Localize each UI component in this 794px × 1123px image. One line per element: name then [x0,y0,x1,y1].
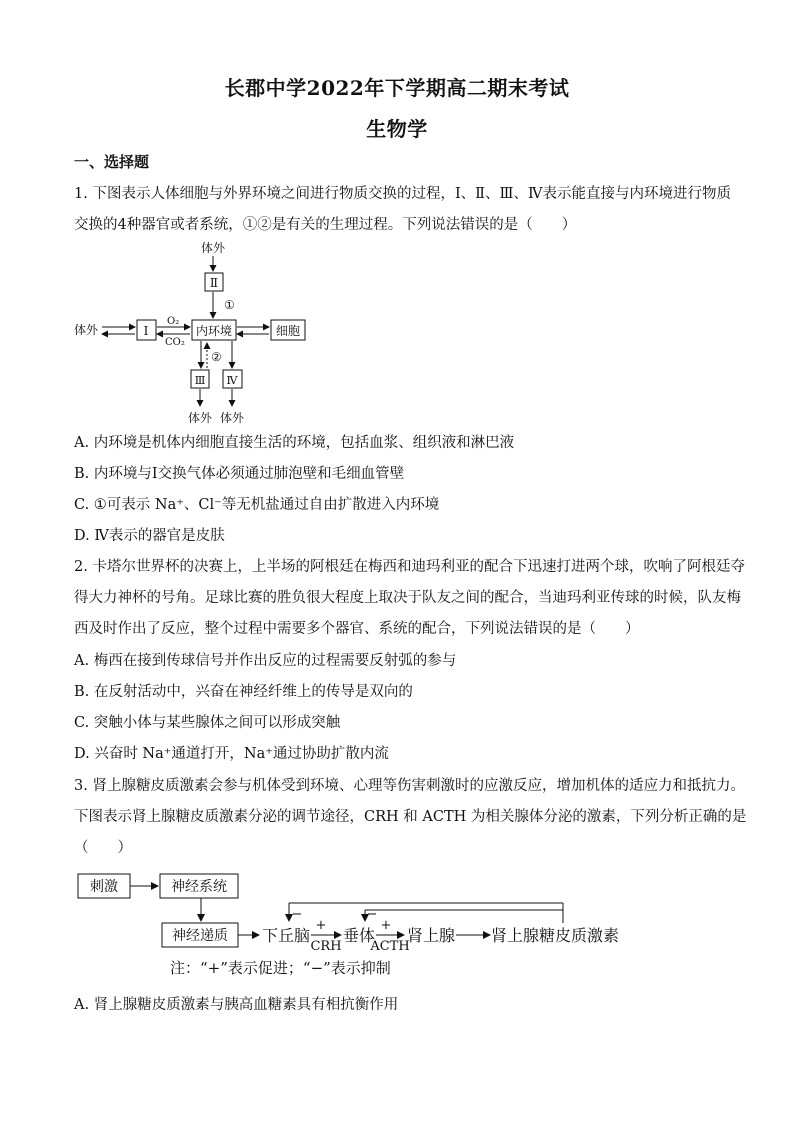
q1-option-B: B. 内环境与Ⅰ交换气体必须通过肺泡壁和毛细血管壁 [74,466,405,482]
q3-pituitary-label: 垂体 [343,926,376,945]
q3-hormone-label: 肾上腺糖皮质激素 [491,926,620,945]
q1-co2-label: CO₂ [165,337,185,348]
q1-outside-left-label: 体外 [74,323,99,337]
q3-hypothalamus-label: 下丘脑 [262,926,311,945]
q2-stem-line1: 2. 卡塔尔世界杯的决赛上，上半场的阿根廷在梅西和迪玛利亚的配合下迅速打进两个球，吹响了阿根廷夺 [74,559,745,575]
q3-minus1-label: − [291,907,303,922]
q1-outside-top-label: 体外 [200,241,226,255]
q1-process-2-label: ② [211,350,222,364]
q2-option-A: A. 梅西在接到传球信号并作出反应的过程需要反射弧的参与 [74,653,457,669]
q3-diagram-note: 注：“+”表示促进；“−”表示抑制 [170,959,391,977]
q3-regulation-diagram [70,866,630,981]
q3-stem-line3: （ ） [74,840,132,856]
q1-box-IV-label: Ⅳ [226,374,238,387]
q1-o2-label: O₂ [167,316,180,327]
q3-plus2-label: + [380,918,392,933]
q1-cell-label: 细胞 [275,324,301,338]
q1-option-C: C. ①可表示 Na⁺、Cl⁻等无机盐通过自由扩散进入内环境 [74,497,440,513]
q1-exchange-diagram [60,236,320,428]
q3-adrenal-label: 肾上腺 [407,926,456,945]
q1-box-I-label: Ⅰ [143,324,149,338]
q3-option-A: A. 肾上腺糖皮质激素与胰高血糖素具有相抗衡作用 [74,997,399,1013]
q3-nervous-system-label: 神经系统 [171,879,227,895]
q3-neurotransmitter-label: 神经递质 [172,928,228,944]
q3-acth-label: ACTH [370,939,410,954]
q3-plus1-label: + [315,918,327,933]
q1-stem-line1: 1. 下图表示人体细胞与外界环境之间进行物质交换的过程，Ⅰ、Ⅱ、Ⅲ、Ⅳ表示能直接与内环境进行物质 [74,186,731,202]
q1-box-II-label: Ⅱ [209,276,219,290]
q3-stem-line1: 3. 肾上腺糖皮质激素会参与机体受到环境、心理等伤害刺激时的应激反应，增加机体的适应力和抵抗力。 [74,778,745,794]
q1-option-A: A. 内环境是机体内细胞直接生活的环境，包括血浆、组织液和淋巴液 [74,435,515,451]
q1-option-D: D. Ⅳ表示的器官是皮肤 [74,528,225,544]
q2-stem-line3: 西及时作出了反应，整个过程中需要多个器官、系统的配合，下列说法错误的是（ ） [74,621,640,637]
q2-option-D: D. 兴奋时 Na⁺通道打开，Na⁺通过协助扩散内流 [74,746,389,762]
q1-process-1-label: ① [224,298,235,312]
q3-minus2-label: − [366,907,378,922]
q2-option-C: C. 突触小体与某些腺体之间可以形成突触 [74,715,341,731]
section-heading: 一、选择题 [74,153,150,171]
exam-title: 长郡中学2022年下学期高二期末考试 [224,76,570,100]
q1-stem-line2: 交换的4种器官或者系统，①②是有关的生理过程。下列说法错误的是（ ） [74,217,577,233]
q3-stem-line2: 下图表示肾上腺糖皮质激素分泌的调节途径，CRH 和 ACTH 为相关腺体分泌的激素，下列分析正确的是 [74,809,747,825]
q3-crh-label: CRH [310,939,342,954]
q1-outside-bottom1-label: 体外 [187,411,213,425]
subject-title: 生物学 [366,117,428,141]
q1-inner-environment-label: 内环境 [195,324,233,338]
q1-box-III-label: Ⅲ [194,374,206,387]
q1-outside-bottom2-label: 体外 [219,411,245,425]
q2-stem-line2: 得大力神杯的号角。足球比赛的胜负很大程度上取决于队友之间的配合，当迪玛利亚传球的时候，队友梅 [74,590,741,606]
q2-option-B: B. 在反射活动中，兴奋在神经纤维上的传导是双向的 [74,684,413,700]
q3-stimulus-label: 刺激 [90,879,118,895]
